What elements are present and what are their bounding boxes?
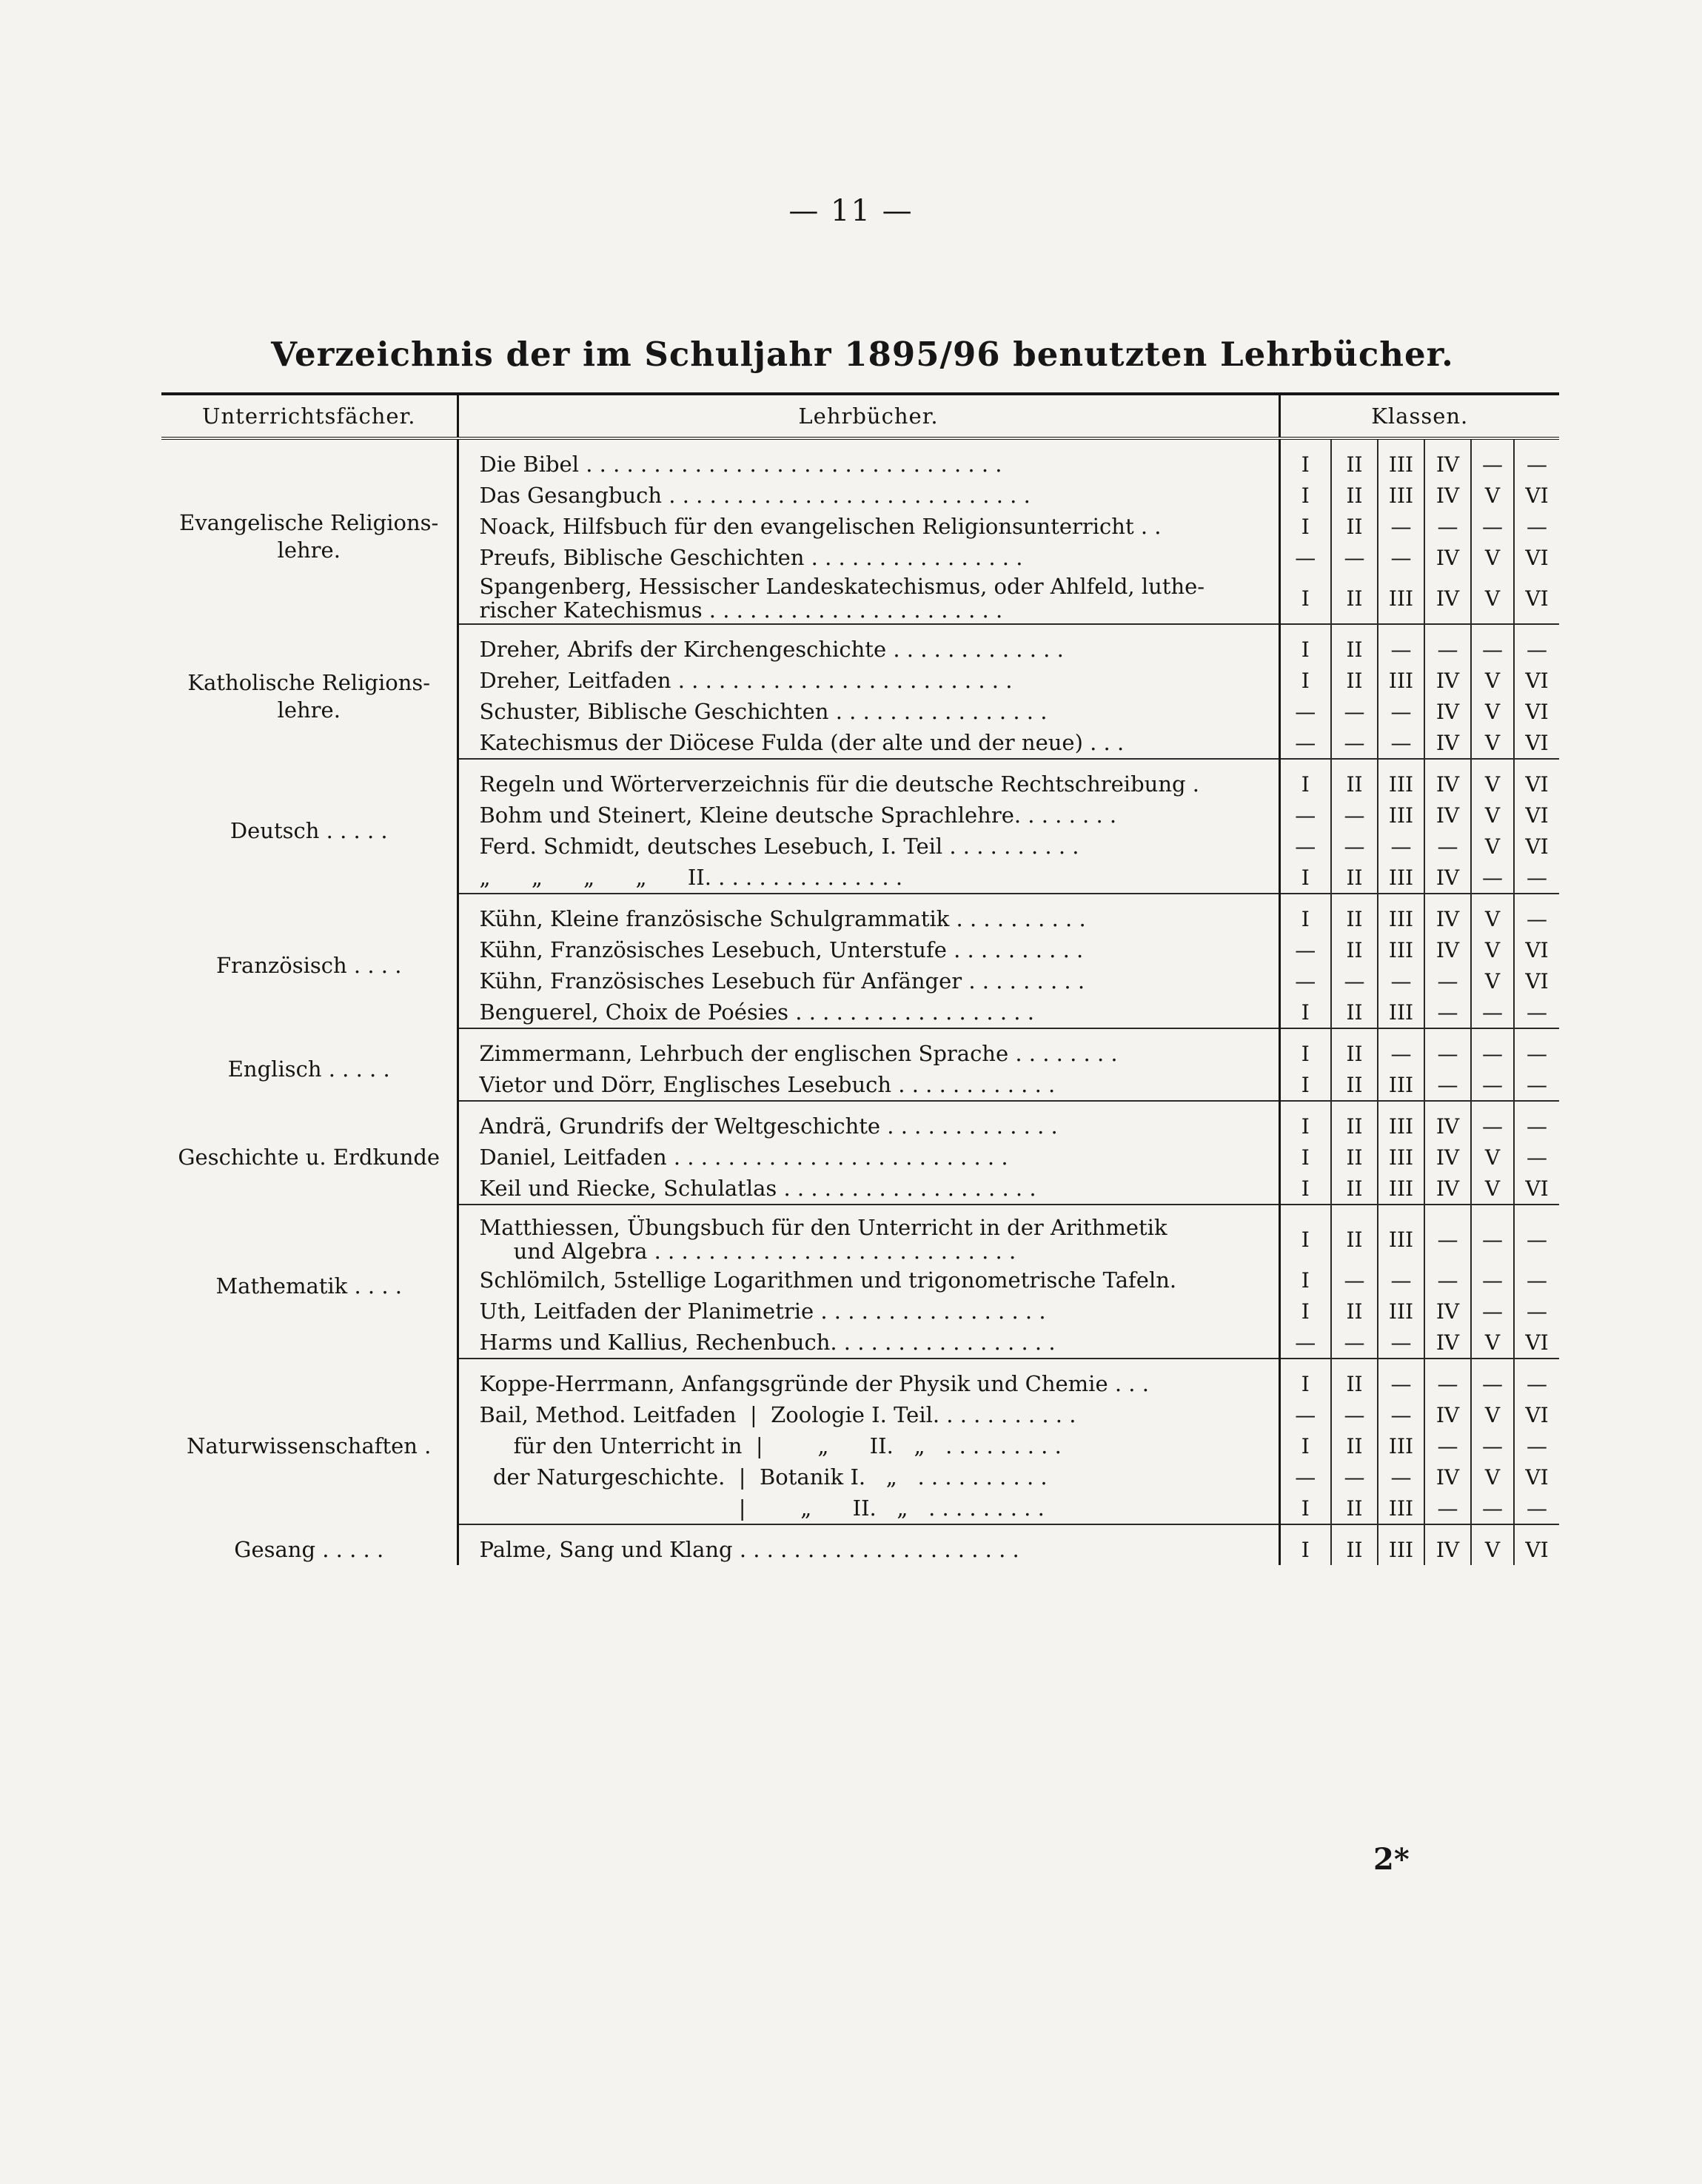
class-cell: — <box>1331 542 1378 573</box>
class-cell: — <box>1279 934 1331 965</box>
class-cell: V <box>1471 1327 1514 1359</box>
class-cell: II <box>1331 1430 1378 1461</box>
class-cell: — <box>1378 727 1424 759</box>
class-cell: IV <box>1424 696 1471 727</box>
class-cell: II <box>1331 1214 1378 1264</box>
subject-cell: Deutsch . . . . . <box>161 768 458 894</box>
class-cell: I <box>1279 996 1331 1028</box>
class-cell: I <box>1279 1493 1331 1524</box>
class-cell: II <box>1331 573 1378 624</box>
class-cell: I <box>1279 480 1331 511</box>
table-header-row <box>161 394 1559 438</box>
class-cell: — <box>1378 1399 1424 1430</box>
class-cell: — <box>1331 1264 1378 1296</box>
class-cell: IV <box>1424 862 1471 894</box>
class-cell: I <box>1279 1111 1331 1142</box>
book-title-cell: Benguerel, Choix de Poésies . . . . . . . . . . . . . . . . . . <box>458 996 1279 1028</box>
page-number: — 11 — <box>788 194 914 228</box>
class-cell: — <box>1471 1296 1514 1327</box>
class-cell: I <box>1279 1173 1331 1205</box>
book-title-cell: Matthiessen, Übungsbuch für den Unterricht in der Arithmetik und Algebra . . . . . . . . . . . . . . . . . . . . . . . . . . . <box>479 1214 1167 1264</box>
class-cell: IV <box>1424 903 1471 934</box>
book-title-cell: Das Gesangbuch . . . . . . . . . . . . . . . . . . . . . . . . . . . <box>479 482 1031 508</box>
book-title-cell: Katechismus der Diöcese Fulda (der alte und der neue) . . . <box>458 727 1279 759</box>
class-cell: V <box>1471 573 1514 624</box>
book-title-cell: Zimmermann, Lehrbuch der englischen Sprache . . . . . . . . <box>479 1040 1118 1066</box>
class-cell: — <box>1514 903 1559 934</box>
header-classes: Klassen. <box>1279 394 1559 438</box>
class-cell: II <box>1331 1368 1378 1399</box>
class-cell: V <box>1471 1534 1514 1565</box>
class-cell: — <box>1331 1399 1378 1430</box>
class-cell: VI <box>1514 1461 1559 1493</box>
class-cell: — <box>1378 696 1424 727</box>
class-cell: II <box>1331 862 1378 894</box>
class-cell: — <box>1279 965 1331 996</box>
class-cell: V <box>1471 542 1514 573</box>
class-cell: V <box>1471 903 1514 934</box>
table-row <box>161 634 1559 665</box>
class-cell: II <box>1331 634 1378 665</box>
class-cell: V <box>1471 1142 1514 1173</box>
class-cell: VI <box>1514 1173 1559 1205</box>
class-cell: I <box>1279 1430 1331 1461</box>
book-title-cell: | „ II. „ . . . . . . . . . <box>458 1493 1279 1524</box>
class-cell: IV <box>1424 1142 1471 1173</box>
class-cell: V <box>1471 727 1514 759</box>
table-row <box>161 1368 1559 1399</box>
class-cell: — <box>1514 1142 1559 1173</box>
class-cell: — <box>1331 831 1378 862</box>
class-cell: — <box>1514 1038 1559 1069</box>
class-cell: I <box>1279 1534 1331 1565</box>
class-cell: — <box>1331 696 1378 727</box>
header-subjects: Unterrichtsfächer. <box>161 394 458 438</box>
class-cell: — <box>1279 1399 1331 1430</box>
book-title-cell: Bail, Method. Leitfaden | Zoologie I. Teil. . . . . . . . . . . <box>479 1401 1076 1427</box>
class-cell: II <box>1331 1069 1378 1101</box>
class-cell: III <box>1378 665 1424 696</box>
class-cell: III <box>1378 1534 1424 1565</box>
table-row <box>161 1038 1559 1069</box>
group-spacer <box>161 624 1559 634</box>
class-cell: I <box>1279 903 1331 934</box>
group-spacer <box>161 1101 1559 1111</box>
class-cell: III <box>1378 996 1424 1028</box>
table-row <box>161 903 1559 934</box>
class-cell: IV <box>1424 934 1471 965</box>
class-cell: I <box>1279 1142 1331 1173</box>
subject-cell: Evangelische Religions- lehre. <box>161 449 458 624</box>
class-cell: I <box>1279 573 1331 624</box>
class-cell: — <box>1424 1069 1471 1101</box>
book-title-cell: Kühn, Französisches Lesebuch für Anfänger . . . . . . . . . <box>479 968 1085 994</box>
class-cell: — <box>1378 1038 1424 1069</box>
subject-cell: Gesang . . . . . <box>161 1534 458 1565</box>
class-cell: VI <box>1514 696 1559 727</box>
book-title-cell: Kühn, Kleine französische Schulgrammatik . . . . . . . . . . <box>479 905 1086 931</box>
class-cell: — <box>1424 831 1471 862</box>
class-cell: V <box>1471 665 1514 696</box>
class-cell: — <box>1279 831 1331 862</box>
class-cell: — <box>1471 511 1514 542</box>
class-cell: VI <box>1514 573 1559 624</box>
class-cell: III <box>1378 573 1424 624</box>
textbook-table <box>161 392 1559 1565</box>
class-cell: — <box>1514 449 1559 480</box>
class-cell: — <box>1424 965 1471 996</box>
class-cell: II <box>1331 1296 1378 1327</box>
book-title-cell: Bohm und Steinert, Kleine deutsche Sprachlehre. . . . . . . . <box>479 802 1117 828</box>
class-cell: III <box>1378 1142 1424 1173</box>
group-spacer <box>161 1524 1559 1534</box>
book-title-cell: Daniel, Leitfaden . . . . . . . . . . . . . . . . . . . . . . . . . <box>479 1144 1008 1170</box>
class-cell: I <box>1279 449 1331 480</box>
subject-cell: Katholische Religions- lehre. <box>161 634 458 759</box>
book-title-cell: Noack, Hilfsbuch für den evangelischen Religionsunterricht . . <box>479 513 1162 539</box>
class-cell: III <box>1378 800 1424 831</box>
class-cell: — <box>1424 1430 1471 1461</box>
class-cell: — <box>1471 1430 1514 1461</box>
class-cell: IV <box>1424 1534 1471 1565</box>
class-cell: II <box>1331 511 1378 542</box>
class-cell: II <box>1331 996 1378 1028</box>
class-cell: IV <box>1424 542 1471 573</box>
class-cell: III <box>1378 1173 1424 1205</box>
class-cell: II <box>1331 1493 1378 1524</box>
table-row <box>161 449 1559 480</box>
class-cell: I <box>1279 511 1331 542</box>
class-cell: — <box>1514 1111 1559 1142</box>
book-title-cell: Dreher, Abrifs der Kirchengeschichte . . . . . . . . . . . . . <box>479 636 1064 662</box>
class-cell: — <box>1279 696 1331 727</box>
class-cell: II <box>1331 768 1378 800</box>
class-cell: — <box>1471 449 1514 480</box>
class-cell: — <box>1424 1368 1471 1399</box>
book-title-cell: Dreher, Leitfaden . . . . . . . . . . . . . . . . . . . . . . . . . <box>479 667 1013 693</box>
page-title: Verzeichnis der im Schuljahr 1895/96 benutzten Lehrbücher. <box>271 335 1454 374</box>
class-cell: VI <box>1514 480 1559 511</box>
class-cell: — <box>1424 1493 1471 1524</box>
class-cell: III <box>1378 1430 1424 1461</box>
table-row <box>161 1534 1559 1565</box>
class-cell: V <box>1471 480 1514 511</box>
group-spacer <box>161 1028 1559 1038</box>
class-cell: — <box>1424 1214 1471 1264</box>
class-cell: — <box>1378 1368 1424 1399</box>
class-cell: III <box>1378 1214 1424 1264</box>
class-cell: II <box>1331 480 1378 511</box>
class-cell: — <box>1471 1038 1514 1069</box>
class-cell: — <box>1471 862 1514 894</box>
book-title-cell: Regeln und Wörterverzeichnis für die deutsche Rechtschreibung . <box>479 771 1200 797</box>
subject-cell: Französisch . . . . <box>161 903 458 1028</box>
class-cell: — <box>1471 1493 1514 1524</box>
class-cell: — <box>1331 1461 1378 1493</box>
class-cell: — <box>1378 1327 1424 1359</box>
book-title-cell: Schlömilch, 5stellige Logarithmen und trigonometrische Tafeln. <box>479 1267 1177 1293</box>
class-cell: — <box>1331 727 1378 759</box>
group-spacer <box>161 894 1559 903</box>
class-cell: — <box>1471 1111 1514 1142</box>
class-cell: II <box>1331 1038 1378 1069</box>
class-cell: V <box>1471 934 1514 965</box>
class-cell: VI <box>1514 727 1559 759</box>
class-cell: VI <box>1514 1534 1559 1565</box>
book-title-cell: „ „ „ „ II. . . . . . . . . . . . . . . <box>458 862 1279 894</box>
book-title-cell: Vietor und Dörr, Englisches Lesebuch . . . . . . . . . . . . <box>458 1069 1279 1101</box>
class-cell: — <box>1471 1069 1514 1101</box>
table-row <box>161 768 1559 800</box>
class-cell: IV <box>1424 1111 1471 1142</box>
class-cell: IV <box>1424 1399 1471 1430</box>
class-cell: VI <box>1514 1327 1559 1359</box>
class-cell: II <box>1331 1142 1378 1173</box>
book-title-cell: Palme, Sang und Klang . . . . . . . . . . . . . . . . . . . . . <box>479 1536 1019 1562</box>
class-cell: — <box>1378 1264 1424 1296</box>
group-spacer <box>161 759 1559 768</box>
class-cell: — <box>1424 634 1471 665</box>
class-cell: I <box>1279 665 1331 696</box>
class-cell: III <box>1378 862 1424 894</box>
class-cell: VI <box>1514 542 1559 573</box>
class-cell: IV <box>1424 768 1471 800</box>
class-cell: III <box>1378 1493 1424 1524</box>
book-title-cell: Andrä, Grundrifs der Weltgeschichte . . . . . . . . . . . . . <box>479 1113 1058 1139</box>
table-row <box>161 1111 1559 1142</box>
book-title-cell: Ferd. Schmidt, deutsches Lesebuch, I. Teil . . . . . . . . . . <box>479 833 1079 859</box>
class-cell: IV <box>1424 480 1471 511</box>
class-cell: I <box>1279 1264 1331 1296</box>
book-title-cell: Preufs, Biblische Geschichten . . . . . . . . . . . . . . . . <box>479 544 1023 570</box>
class-cell: V <box>1471 800 1514 831</box>
class-cell: VI <box>1514 665 1559 696</box>
book-title-cell: Spangenberg, Hessischer Landeskatechismus, oder Ahlfeld, luthe- rischer Katechismus . . . . . . . . . . . . . . . . . . . . . . <box>458 573 1279 624</box>
class-cell: I <box>1279 1368 1331 1399</box>
group-spacer <box>161 1359 1559 1368</box>
class-cell: — <box>1279 727 1331 759</box>
class-cell: V <box>1471 1399 1514 1430</box>
class-cell: — <box>1514 1296 1559 1327</box>
class-cell: II <box>1331 665 1378 696</box>
class-cell: III <box>1378 480 1424 511</box>
class-cell: — <box>1514 1214 1559 1264</box>
class-cell: V <box>1471 696 1514 727</box>
class-cell: I <box>1279 768 1331 800</box>
table-row <box>161 1214 1559 1264</box>
class-cell: — <box>1378 634 1424 665</box>
class-cell: VI <box>1514 1399 1559 1430</box>
class-cell: I <box>1279 1038 1331 1069</box>
class-cell: — <box>1331 1327 1378 1359</box>
class-cell: — <box>1378 965 1424 996</box>
class-cell: — <box>1514 1069 1559 1101</box>
class-cell: — <box>1331 965 1378 996</box>
book-title-cell: Die Bibel . . . . . . . . . . . . . . . . . . . . . . . . . . . . . . . <box>479 451 1002 477</box>
book-title-cell: der Naturgeschichte. | Botanik I. „ . . . . . . . . . . <box>479 1464 1048 1490</box>
class-cell: — <box>1471 1214 1514 1264</box>
class-cell: IV <box>1424 1461 1471 1493</box>
header-books: Lehrbücher. <box>458 394 1279 438</box>
class-cell: I <box>1279 634 1331 665</box>
class-cell: IV <box>1424 727 1471 759</box>
sheet-signature: 2* <box>1373 1842 1410 1877</box>
class-cell: — <box>1514 862 1559 894</box>
class-cell: V <box>1471 768 1514 800</box>
class-cell: — <box>1378 511 1424 542</box>
class-cell: IV <box>1424 1296 1471 1327</box>
class-cell: — <box>1279 1327 1331 1359</box>
class-cell: V <box>1471 965 1514 996</box>
subject-cell: Naturwissenschaften . <box>161 1368 458 1524</box>
class-cell: V <box>1471 1173 1514 1205</box>
class-cell: III <box>1378 768 1424 800</box>
class-cell: — <box>1378 831 1424 862</box>
class-cell: — <box>1424 996 1471 1028</box>
class-cell: II <box>1331 903 1378 934</box>
book-title-cell: für den Unterricht in | „ II. „ . . . . . . . . . <box>479 1433 1062 1458</box>
class-cell: III <box>1378 934 1424 965</box>
class-cell: — <box>1514 511 1559 542</box>
class-cell: — <box>1378 1461 1424 1493</box>
class-cell: — <box>1424 1264 1471 1296</box>
class-cell: — <box>1514 634 1559 665</box>
class-cell: — <box>1514 1430 1559 1461</box>
class-cell: IV <box>1424 573 1471 624</box>
subject-cell: Geschichte u. Erdkunde <box>161 1111 458 1205</box>
class-cell: III <box>1378 1296 1424 1327</box>
class-cell: V <box>1471 1461 1514 1493</box>
class-cell: — <box>1279 542 1331 573</box>
class-cell: — <box>1279 1461 1331 1493</box>
class-cell: I <box>1279 1296 1331 1327</box>
class-cell: I <box>1279 1069 1331 1101</box>
class-cell: VI <box>1514 768 1559 800</box>
class-cell: VI <box>1514 934 1559 965</box>
class-cell: VI <box>1514 831 1559 862</box>
class-cell: III <box>1378 1069 1424 1101</box>
class-cell: VI <box>1514 965 1559 996</box>
class-cell: I <box>1279 1214 1331 1264</box>
class-cell: IV <box>1424 800 1471 831</box>
class-cell: — <box>1471 1368 1514 1399</box>
class-cell: II <box>1331 1111 1378 1142</box>
class-cell: IV <box>1424 1173 1471 1205</box>
book-title-cell: Harms und Kallius, Rechenbuch. . . . . . . . . . . . . . . . . <box>458 1327 1279 1359</box>
class-cell: II <box>1331 1173 1378 1205</box>
class-cell: — <box>1471 996 1514 1028</box>
class-cell: III <box>1378 449 1424 480</box>
class-cell: IV <box>1424 449 1471 480</box>
class-cell: — <box>1514 1368 1559 1399</box>
class-cell: III <box>1378 1111 1424 1142</box>
class-cell: — <box>1424 511 1471 542</box>
class-cell: I <box>1279 862 1331 894</box>
book-title-cell: Koppe-Herrmann, Anfangsgründe der Physik und Chemie . . . <box>479 1370 1149 1396</box>
class-cell: IV <box>1424 1327 1471 1359</box>
subject-cell: Englisch . . . . . <box>161 1038 458 1101</box>
book-title-cell: Schuster, Biblische Geschichten . . . . . . . . . . . . . . . . <box>479 698 1048 724</box>
class-cell: II <box>1331 449 1378 480</box>
table-body <box>161 438 1559 1565</box>
class-cell: — <box>1378 542 1424 573</box>
class-cell: VI <box>1514 800 1559 831</box>
class-cell: — <box>1331 800 1378 831</box>
class-cell: — <box>1514 1493 1559 1524</box>
class-cell: — <box>1514 996 1559 1028</box>
group-spacer <box>161 1205 1559 1214</box>
class-cell: III <box>1378 903 1424 934</box>
class-cell: V <box>1471 831 1514 862</box>
group-spacer <box>161 438 1559 449</box>
book-title-cell: Keil und Riecke, Schulatlas . . . . . . . . . . . . . . . . . . . <box>458 1173 1279 1205</box>
class-cell: — <box>1514 1264 1559 1296</box>
class-cell: — <box>1471 634 1514 665</box>
book-title-cell: Uth, Leitfaden der Planimetrie . . . . . . . . . . . . . . . . . <box>479 1298 1046 1324</box>
class-cell: IV <box>1424 665 1471 696</box>
class-cell: II <box>1331 934 1378 965</box>
class-cell: II <box>1331 1534 1378 1565</box>
class-cell: — <box>1471 1264 1514 1296</box>
book-title-cell: Kühn, Französisches Lesebuch, Unterstufe . . . . . . . . . . <box>479 937 1084 962</box>
class-cell: — <box>1424 1038 1471 1069</box>
class-cell: — <box>1279 800 1331 831</box>
subject-cell: Mathematik . . . . <box>161 1214 458 1359</box>
